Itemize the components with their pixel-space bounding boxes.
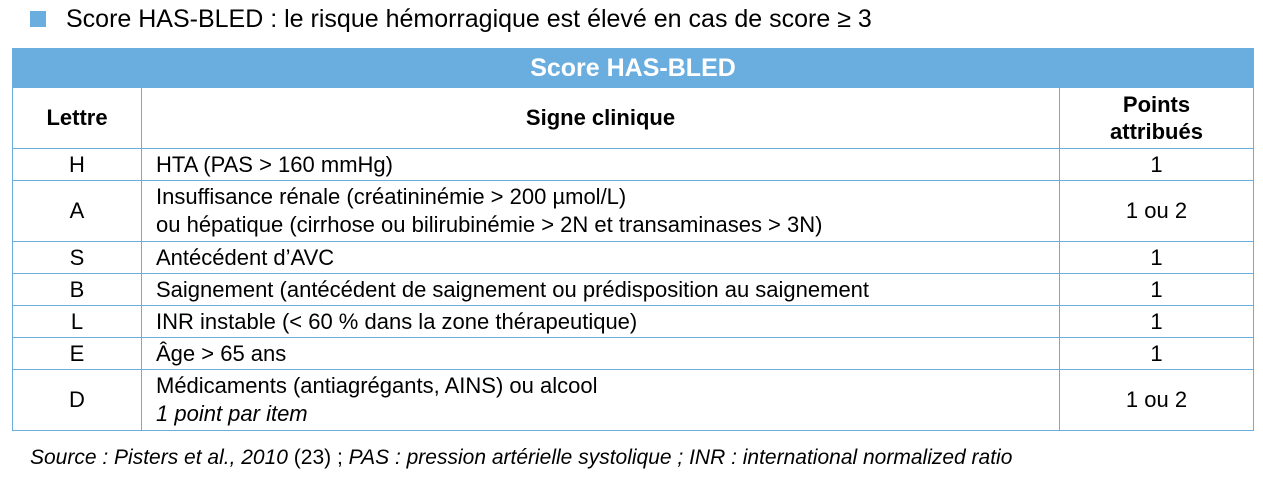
table-row-e [13,338,1254,370]
source-abbreviations: PAS : pression artérielle systolique ; INR : international normalized ratio [348,446,1013,469]
intro-text: Score HAS-BLED : le risque hémorragique est élevé en cas de score ≥ 3 [66,4,872,33]
row-sign: INR instable (< 60 % dans la zone thérapeutique) [142,306,1060,338]
row-sign: Antécédent d’AVC [142,242,1060,274]
column-header-points [1060,88,1254,149]
row-letter: D [13,370,142,431]
row-sign [142,181,1060,242]
row-points: 1 [1060,242,1254,274]
row-letter: B [13,274,142,306]
row-sign-line: Insuffisance rénale (créatininémie > 200 µmol/L) [156,184,627,209]
row-letter: A [13,181,142,242]
table-row-l [13,306,1254,338]
intro-line [30,2,872,36]
row-points: 1 [1060,306,1254,338]
row-points: 1 [1060,149,1254,181]
table-title: Score HAS-BLED [13,49,1254,88]
table-row-b [13,274,1254,306]
row-sign: HTA (PAS > 160 mmHg) [142,149,1060,181]
row-letter: E [13,338,142,370]
row-sign: Saignement (antécédent de saignement ou prédisposition au saignement [142,274,1060,306]
source-note [30,446,1012,470]
table-title-row [13,49,1254,88]
row-points: 1 [1060,338,1254,370]
column-header-points-line1: Points [1122,92,1191,117]
row-sign: Âge > 65 ans [142,338,1060,370]
row-letter: S [13,242,142,274]
table-header-row [13,88,1254,149]
row-sign-line: Médicaments (antiagrégants, AINS) ou alcool [156,373,598,398]
row-points: 1 [1060,274,1254,306]
row-letter: L [13,306,142,338]
row-points: 1 ou 2 [1060,370,1254,431]
row-sign [142,370,1060,431]
table-row-h [13,149,1254,181]
source-citation: Source : Pisters et al., 2010 [30,446,288,469]
column-header-letter: Lettre [13,88,142,149]
row-letter: H [13,149,142,181]
table-row-d [13,370,1254,431]
square-bullet-icon [30,11,46,27]
column-header-sign: Signe clinique [142,88,1060,149]
row-sign-line: ou hépatique (cirrhose ou bilirubinémie > 2N et transaminases > 3N) [156,212,823,237]
has-bled-table [12,48,1254,431]
source-reference: (23) ; [287,446,349,469]
column-header-points-line2: attribués [1110,119,1203,144]
row-sign-note: 1 point par item [156,401,308,426]
table-row-a [13,181,1254,242]
table-row-s [13,242,1254,274]
row-points: 1 ou 2 [1060,181,1254,242]
